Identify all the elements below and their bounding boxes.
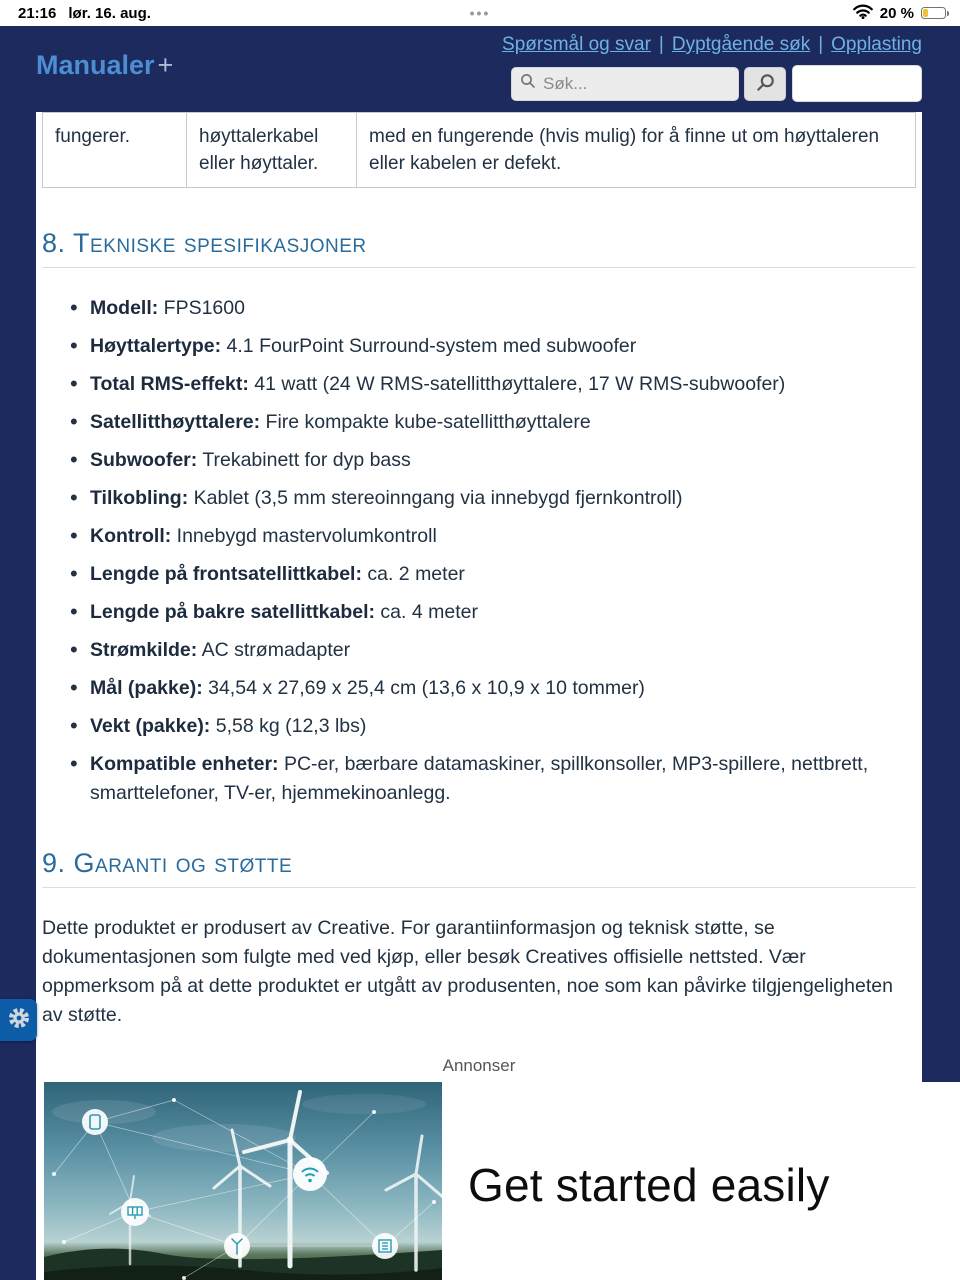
search-input[interactable] xyxy=(511,67,739,101)
gear-icon xyxy=(7,1006,31,1035)
search-button-icon xyxy=(756,73,775,95)
status-date: lør. 16. aug. xyxy=(68,4,151,22)
section-divider xyxy=(42,887,916,888)
list-item: • Lengde på bakre satellittkabel: ca. 4 meter xyxy=(70,598,916,627)
list-item: • Høyttalertype: 4.1 FourPoint Surround-system med subwoofer xyxy=(70,332,916,361)
search-icon xyxy=(520,73,536,94)
table-cell: med en fungerende (hvis mulig) for å finne ut om høyttaleren eller kabelen er defekt. xyxy=(357,113,916,188)
battery-percent: 20 % xyxy=(879,4,914,22)
spec-list xyxy=(42,294,916,808)
table-row xyxy=(43,113,916,188)
list-item: • Modell: FPS1600 xyxy=(70,294,916,323)
list-item: • Kompatible enheter: PC-er, bærbare datamaskiner, spillkonsoller, MP3-spillere, nettbrett, smarttelefoner, TV-er, hjemmekinoanlegg. xyxy=(70,750,916,808)
ads-label: Annonser xyxy=(442,1056,516,1075)
list-item: • Vekt (pakke): 5,58 kg (12,3 lbs) xyxy=(70,712,916,741)
table-cell: fungerer. xyxy=(43,113,187,188)
section-heading-specs: 8. Tekniske spesifikasjoner xyxy=(42,228,367,258)
ad-banner[interactable] xyxy=(36,1082,960,1280)
nav-link-deep-search[interactable]: Dyptgående søk xyxy=(671,34,811,55)
main-content xyxy=(36,112,922,1082)
settings-button[interactable] xyxy=(0,999,37,1041)
clock: 21:16 xyxy=(18,4,57,22)
site-logo-text: Manualer xyxy=(36,50,155,80)
site-header xyxy=(0,26,960,112)
list-item: • Tilkobling: Kablet (3,5 mm stereoinngang via innebygd fjernkontroll) xyxy=(70,484,916,513)
nav-link-qa[interactable]: Spørsmål og svar xyxy=(502,34,651,55)
warranty-paragraph: Dette produktet er produsert av Creative. For garantiinformasjon og teknisk støtte, se dokumentasjonen som fulgte med ved kjøp, eller besøk Creatives offisielle nettsted. Vær oppmerksom på at dette produktet er utgått av produsenten, noe som kan påvirke tilgjengeligheten av støtte. xyxy=(42,917,893,1026)
list-item: • Kontroll: Innebygd mastervolumkontroll xyxy=(70,522,916,551)
search-button[interactable] xyxy=(744,67,786,101)
list-item: • Total RMS-effekt: 41 watt (24 W RMS-satellitthøyttalere, 17 W RMS-subwoofer) xyxy=(70,370,916,399)
section-heading-warranty: 9. Garanti og støtte xyxy=(42,848,293,878)
nav-separator: | xyxy=(818,34,824,55)
list-item: • Satellitthøyttalere: Fire kompakte kube-satellitthøyttalere xyxy=(70,408,916,437)
troubleshooting-table xyxy=(42,112,916,188)
top-nav xyxy=(502,34,922,56)
section-divider xyxy=(42,267,916,268)
status-menu-dots: ••• xyxy=(469,5,491,21)
search-field[interactable] xyxy=(543,74,730,94)
wifi-icon xyxy=(853,4,873,23)
empty-input-box[interactable] xyxy=(792,65,922,102)
battery-icon xyxy=(921,7,946,19)
nav-link-upload[interactable]: Opplasting xyxy=(831,34,922,55)
list-item: • Strømkilde: AC strømadapter xyxy=(70,636,916,665)
ad-image[interactable] xyxy=(44,1082,442,1280)
status-bar xyxy=(0,0,960,26)
nav-separator: | xyxy=(658,34,664,55)
table-cell: høyttalerkabel eller høyttaler. xyxy=(187,113,357,188)
site-logo[interactable] xyxy=(36,50,173,102)
list-item: • Subwoofer: Trekabinett for dyp bass xyxy=(70,446,916,475)
ad-headline[interactable]: Get started easily xyxy=(468,1158,830,1211)
site-logo-plus: + xyxy=(157,50,174,80)
list-item: • Mål (pakke): 34,54 x 27,69 x 25,4 cm (13,6 x 10,9 x 10 tommer) xyxy=(70,674,916,703)
list-item: • Lengde på frontsatellittkabel: ca. 2 meter xyxy=(70,560,916,589)
